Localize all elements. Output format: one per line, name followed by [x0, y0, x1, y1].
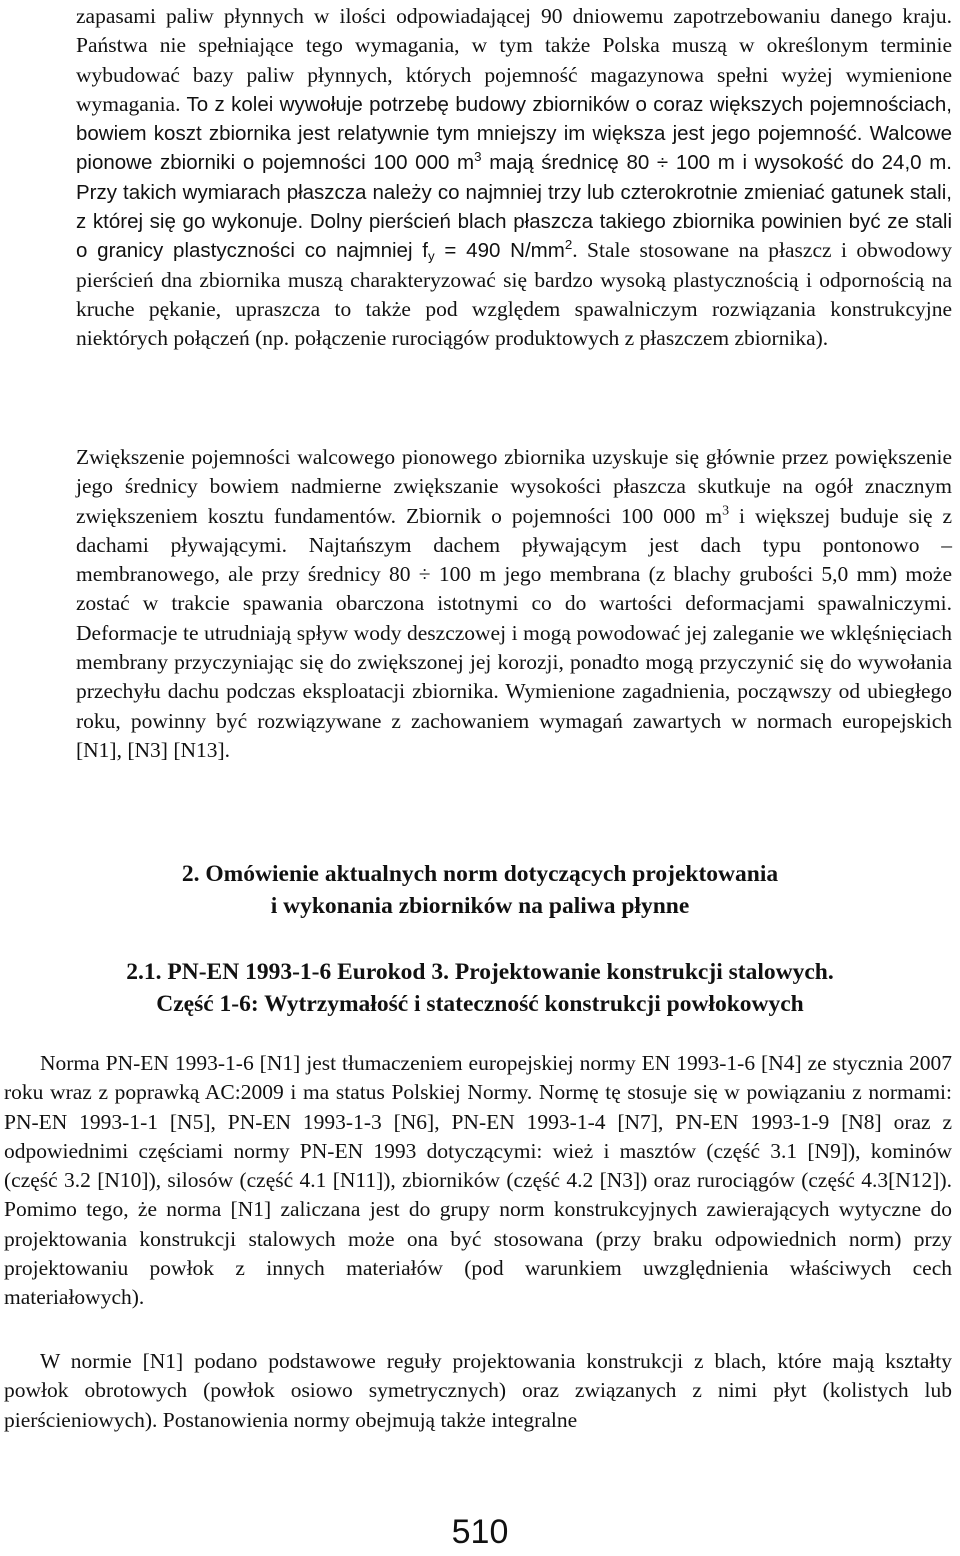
text-segment: . Stale stosowane na płaszcz i obwodowy pierścień dna zbiornika muszą charakteryzować się bardzo wysoką plastycznością i odpornością na kruche pękanie, upraszcza to także pod względem spawalniczym rozwiązania konstrukcyjne niektórych połączeń (np. połączenie rurociągów produktowych z płaszczem zbiornika). — [76, 238, 952, 351]
subscript: y — [427, 248, 435, 264]
paragraph-norm-rules: W normie [N1] podano podstawowe reguły projektowania konstrukcji z blach, które mają kształty powłok obrotowych (powłok osiowo symetrycznych) oraz związanych z nimi płyt (kolistych lub pierścieniowych). Postanowienia normy obejmują także integralne — [4, 1349, 952, 1432]
paragraph-norm-description: Norma PN-EN 1993-1-6 [N1] jest tłumaczeniem europejskiej normy EN 1993-1-6 [N4] ze stycznia 2007 roku wraz z poprawką AC:2009 i ma status Polskiej Normy. Normę tę stosuje się w powiązaniu z normami: PN-EN 1993-1-1 [N5], PN-EN 1993-1-3 [N6], PN-EN 1993-1-4 [N7], PN-EN 1993-1-9 [N8] oraz z odpowiednimi częściami normy PN-EN 1993 dotyczącymi: wież i masztów (część 3.1 [N9]), kominów (część 3.2 [N10]), silosów (część 4.1 [N11]), zbiorników (część 4.2 [N3]) oraz rurociągów (część 4.3[N12]). Pomimo tego, że norma [N1] zaliczana jest do grupy norm konstrukcyjnych zawierających wytyczne do projektowania konstrukcji stalowych może ona być stosowana (przy braku odpowiednich norm) przy projektowaniu powłok z innych materiałów (pod warunkiem uwzględnienia właściwych cech materiałowych). — [4, 1051, 952, 1310]
text-segment: mają średnicę 80 ÷ 100 m i wysokość do 24,0 m. Przy takich wymiarach płaszcza należy co najmniej trzy lub czterokrotnie zmieniać gatunek stali, z której się go wykonuje. Dolny pierścień blach płaszcza takiego zbiornika powinien być ze stali o granicy plastyczności co najmniej f — [76, 151, 952, 263]
paragraph-tank-capacity — [76, 443, 952, 765]
section-heading-2 — [0, 858, 960, 922]
text-segment: To z kolei wywołuje potrzebę budowy zbiorników o coraz większych pojemnościach, bowiem koszt zbiornika jest relatywnie tym mniejszy im większa jest jego pojemność. Walcowe pionowe zbiorniki o pojemności 100 000 m — [76, 92, 952, 175]
heading-line: 2. Omówienie aktualnych norm dotyczących projektowania — [181, 861, 779, 887]
text-segment: = 490 N/mm — [434, 239, 565, 263]
paragraph-fuel-reserves — [76, 2, 952, 354]
superscript: 3 — [474, 149, 482, 165]
heading-line: i wykonania zbiorników na paliwa płynne — [270, 893, 690, 919]
superscript: 3 — [722, 503, 730, 519]
section-heading-2-1 — [0, 956, 960, 1020]
heading-line: Część 1-6: Wytrzymałość i stateczność konstrukcji powłokowych — [156, 991, 804, 1017]
text-segment — [76, 93, 952, 262]
text-segment: zapasami paliw płynnych w ilości odpowiadającej 90 dniowemu zapotrzebowaniu danego kraju. Państwa nie spełniające tego wymagania, w tym także Polska muszą w określonym terminie wybudować bazy paliw płynnych, których pojemność magazynowa spełni wyżej wymienione wymagania. — [76, 4, 952, 116]
text-segment: i większej buduje się z dachami pływającymi. Najtańszym dachem pływającym jest dach typu pontonowo – membranowego, ale przy średnicy 80 ÷ 100 m jego membrana (z blachy grubości 5,0 mm) może zostać w trakcie spawania obarczona istotnymi co do wartości deformacjami spawalniczymi. Deformacje te utrudniają spływ wody deszczowej i mogą powodować jej zaleganie we wklęśnięciach membrany przyczyniając się do zwiększonej jej korozji, ponadto mogą przyczynić się do wywołania przechyłu dachu podczas eksploatacji zbiornika. Wymienione zagadnienia, począwszy od ubiegłego roku, powinny być rozwiązywane z zachowaniem wymagań zawartych w normach europejskich [N1], [N3] [N13]. — [76, 503, 952, 762]
page-number: 510 — [451, 1513, 509, 1551]
text-segment: Zwiększenie pojemności walcowego pionowego zbiornika uzyskuje się głównie przez powiększenie jego średnicy bowiem nadmierne zwiększanie wysokości płaszcza skutkuje na ogół znacznym zwiększeniem kosztu fundamentów. Zbiornik o pojemności 100 000 m — [76, 445, 952, 528]
superscript: 2 — [564, 237, 573, 253]
heading-line: 2.1. PN-EN 1993-1-6 Eurokod 3. Projektowanie konstrukcji stalowych. — [126, 959, 834, 985]
